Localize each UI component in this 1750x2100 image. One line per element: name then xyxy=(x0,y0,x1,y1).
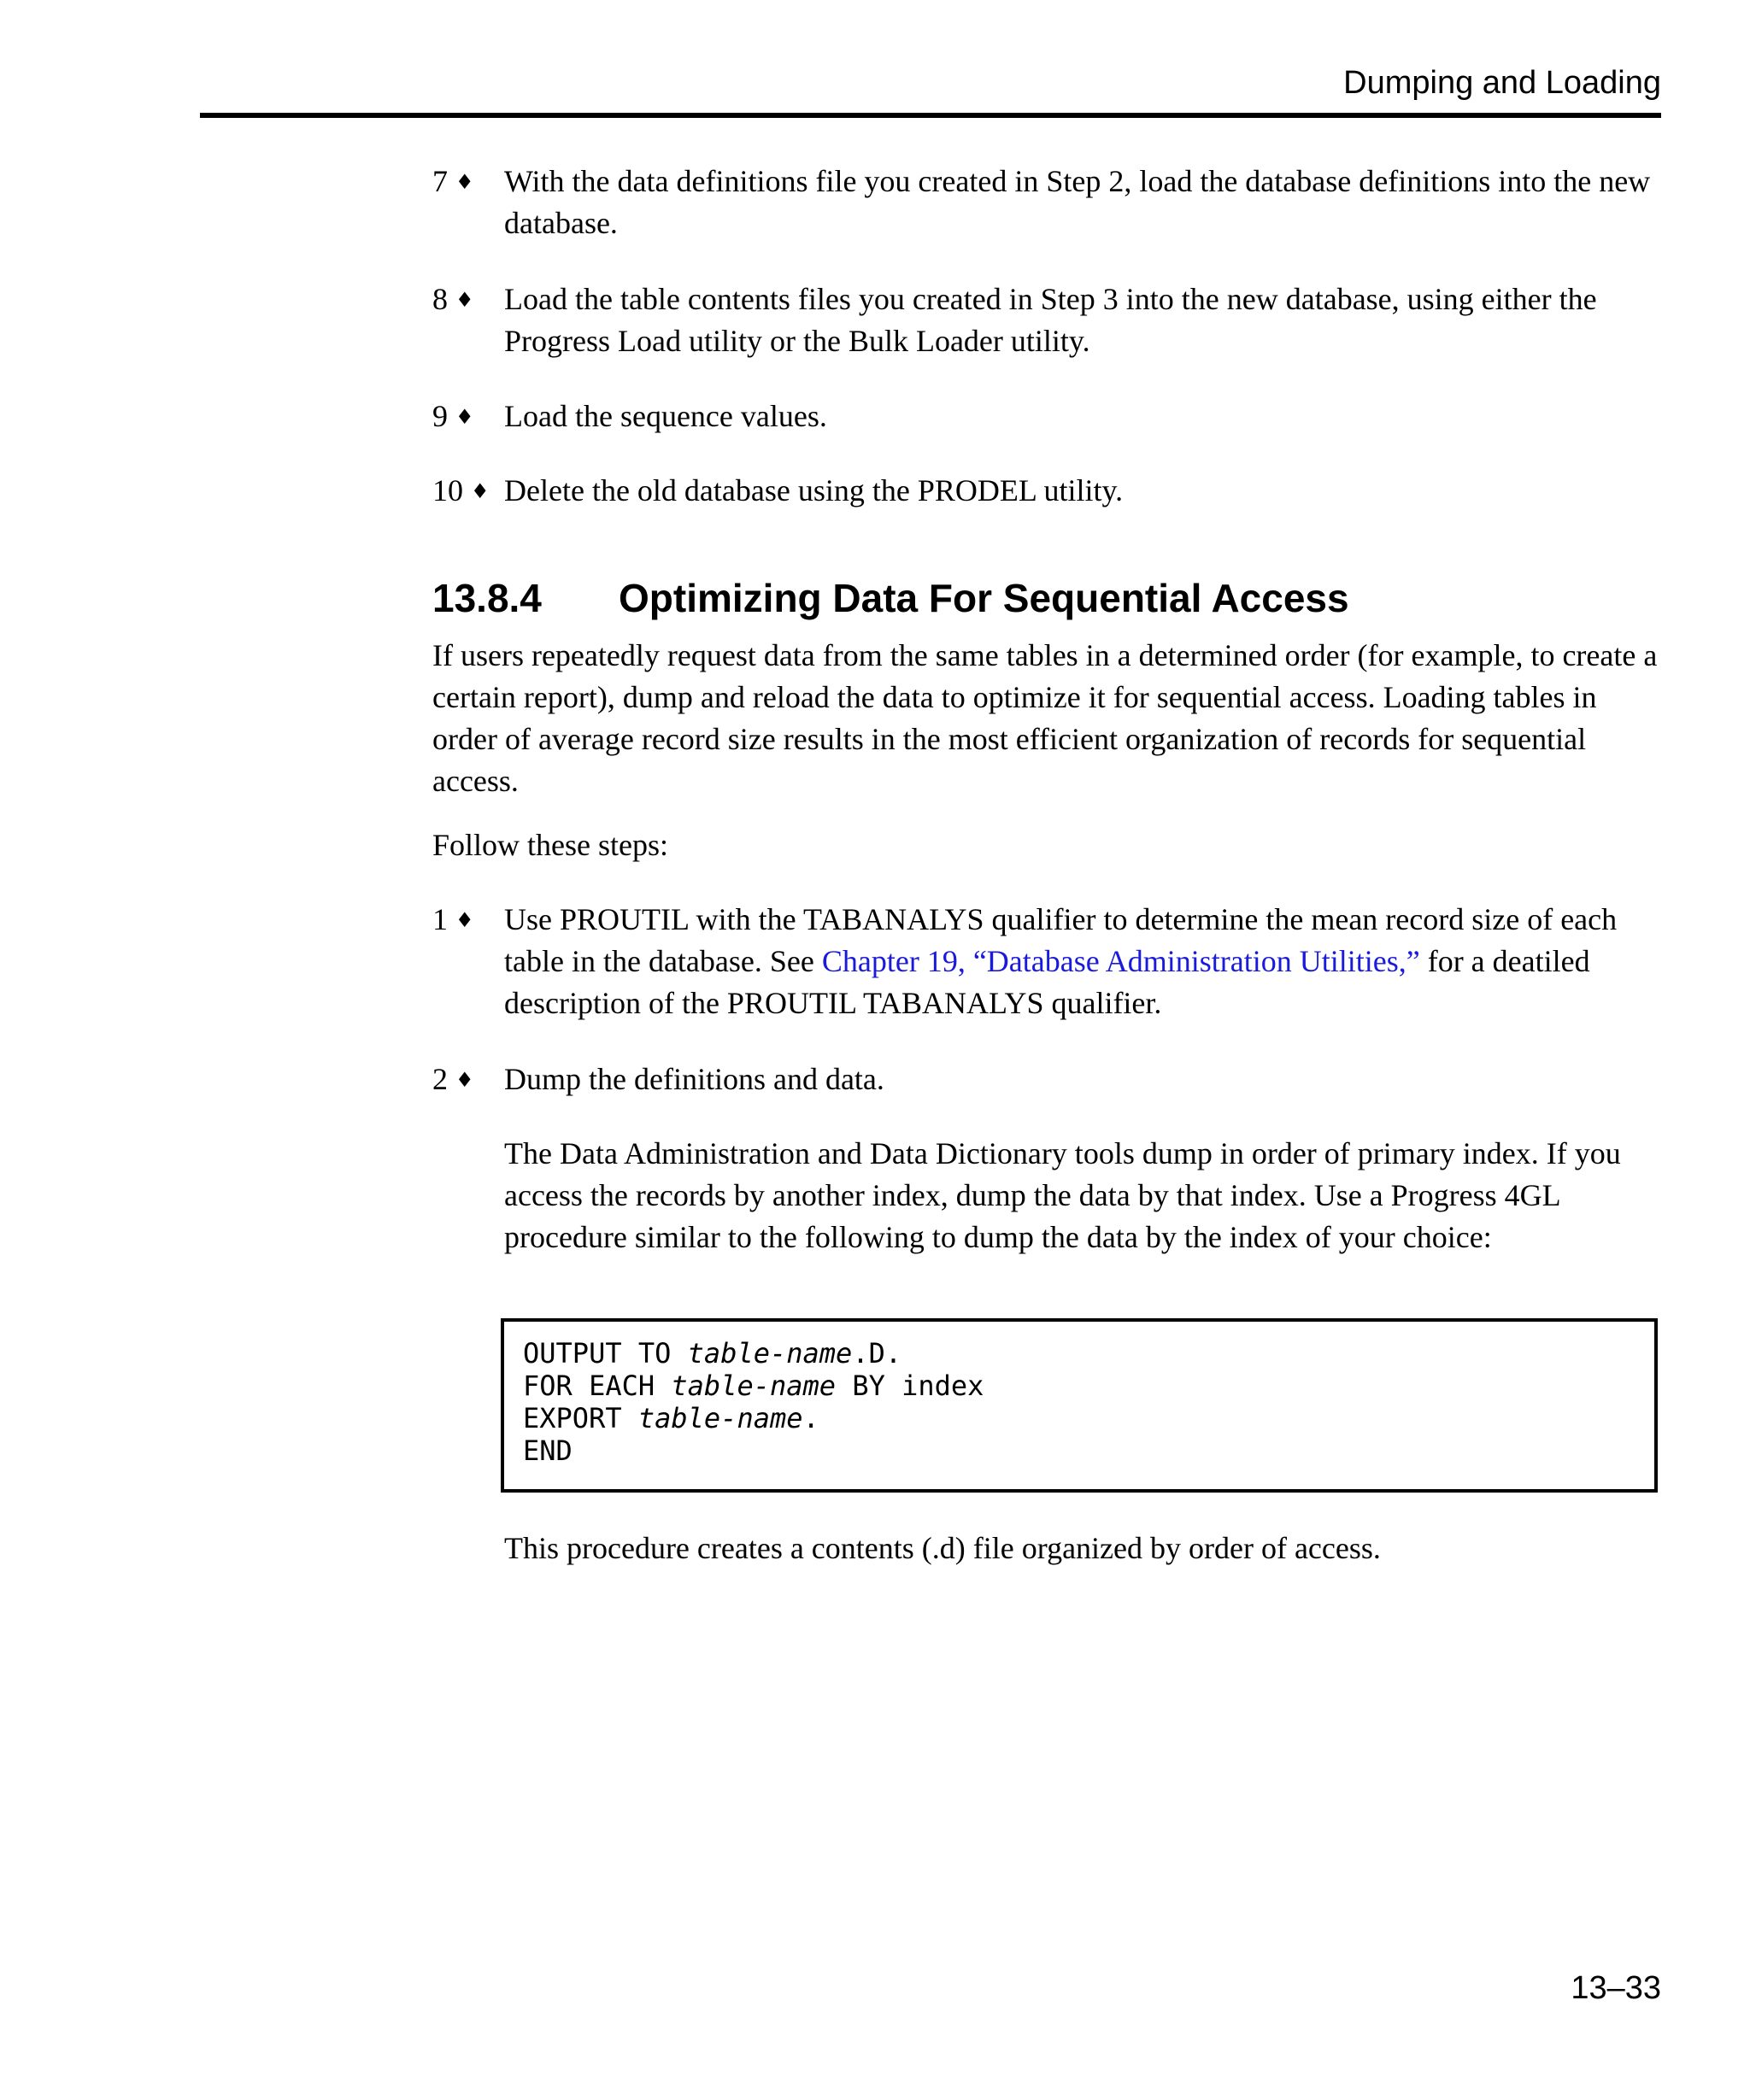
intro-paragraph: If users repeatedly request data from the same tables in a determined order (for example, to create a certain report), dump and reload the data to optimize it for sequential access. Loading tables in order of average record size results in the most efficient organization of records for sequential access. xyxy=(432,638,1658,798)
step-marker: 9 ♦ xyxy=(432,399,474,433)
page-number: 13–33 xyxy=(1571,1970,1661,2006)
closing-paragraph: This procedure creates a contents (.d) file organized by order of access. xyxy=(504,1531,1381,1565)
diamond-bullet-icon: ♦ xyxy=(455,170,474,194)
step-text: Use PROUTIL with the TABANALYS qualifier to determine the mean record size of each table in the database. See Chapter 19, “Database Administration Utilities,” for a deatiled description of the PROUTIL TABANALYS qualifier. xyxy=(504,902,1618,1020)
section-number: 13.8.4 xyxy=(432,576,542,620)
chapter-19-link[interactable]: Chapter 19, “Database Administration Utilities,” xyxy=(821,944,1420,978)
step-text: Delete the old database using the PRODEL utility. xyxy=(504,473,1124,507)
step-text: Dump the definitions and data. xyxy=(504,1062,884,1096)
step-marker: 2 ♦ xyxy=(432,1062,474,1096)
code-block: OUTPUT TO table-name.D. FOR EACH table-name BY index EXPORT table-name. END xyxy=(501,1318,1658,1493)
diamond-bullet-icon: ♦ xyxy=(455,908,474,932)
step-marker: 10 ♦ xyxy=(432,473,490,507)
diamond-bullet-icon: ♦ xyxy=(455,405,474,429)
step-text: Load the sequence values. xyxy=(504,399,827,433)
running-header xyxy=(200,62,1661,118)
diamond-bullet-icon: ♦ xyxy=(455,288,474,312)
running-title: Dumping and Loading xyxy=(1343,65,1661,101)
step-1 xyxy=(432,899,1663,1024)
step-marker: 7 ♦ xyxy=(432,164,474,198)
step-text: With the data definitions file you created in Step 2, load the database definitions into the new database. xyxy=(504,164,1651,240)
step-8 xyxy=(432,279,1663,362)
diamond-bullet-icon: ♦ xyxy=(455,1068,474,1092)
follow-steps-text: Follow these steps: xyxy=(432,828,668,862)
section-title: Optimizing Data For Sequential Access xyxy=(619,576,1349,620)
step-marker: 1 ♦ xyxy=(432,902,474,936)
step-7 xyxy=(432,161,1663,244)
step-2 xyxy=(432,1059,1663,1100)
step-9 xyxy=(432,396,1663,437)
diamond-bullet-icon: ♦ xyxy=(471,479,490,503)
section-heading xyxy=(432,574,1349,622)
step-text: Load the table contents files you created in Step 3 into the new database, using either the Progress Load utility or the Bulk Loader utility. xyxy=(504,282,1597,358)
step-marker: 8 ♦ xyxy=(432,282,474,316)
step-2-detail: The Data Administration and Data Dictionary tools dump in order of primary index. If you access the records by another index, dump the data by that index. Use a Progress 4GL procedure similar to the following to dump the data by the index of your choice: xyxy=(504,1136,1621,1254)
step-10 xyxy=(432,470,1663,512)
